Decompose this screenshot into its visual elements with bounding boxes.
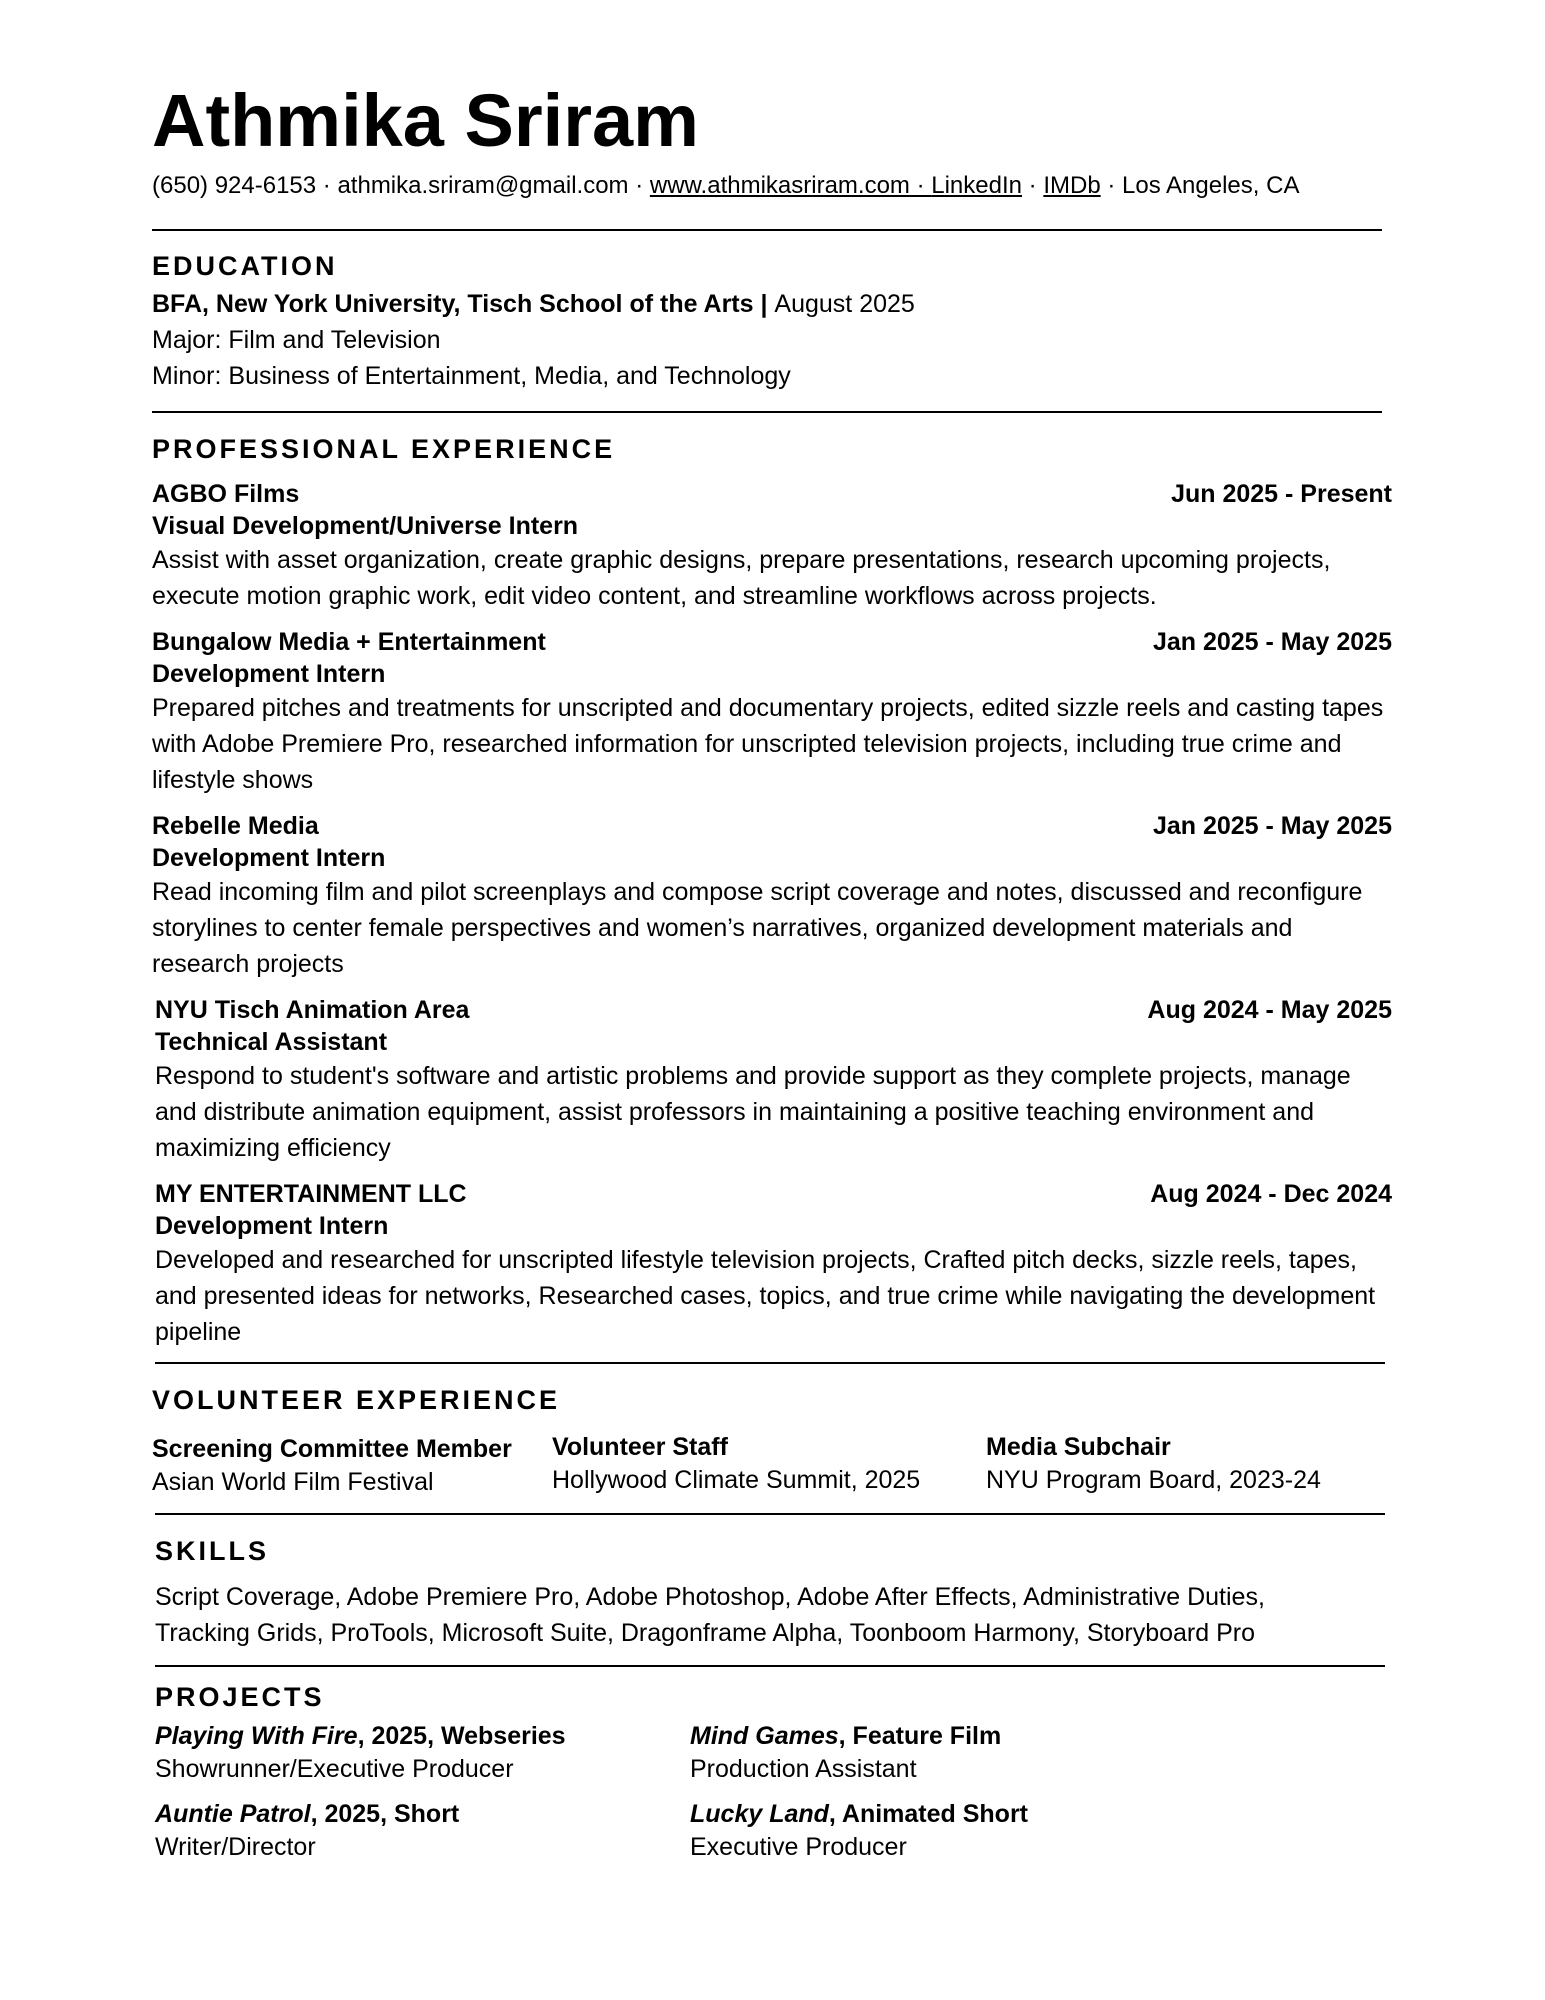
major: Major: Film and Television [152, 326, 441, 355]
job-entry [152, 1178, 1392, 1350]
project-title: Mind Games [690, 1721, 839, 1750]
divider [155, 1513, 1385, 1515]
linkedin-link[interactable]: LinkedIn [931, 172, 1022, 199]
volunteer-role: Volunteer Staff [552, 1432, 728, 1461]
volunteer-item [986, 1431, 1321, 1499]
section-title-projects: PROJECTS [155, 1682, 325, 1713]
minor: Minor: Business of Entertainment, Media, and Technology [152, 362, 791, 391]
project-item [690, 1720, 1250, 1786]
job-header [152, 810, 1392, 842]
job-role: Development Intern [155, 1211, 389, 1240]
job-company: AGBO Films [152, 479, 300, 508]
job-description: Developed and researched for unscripted lifestyle television projects, Crafted pitch decks, sizzle reels, tapes, and presented ideas for networks, Researched cases, topics, and true crime while navigating the development pipeline [155, 1245, 1376, 1346]
volunteer-org: NYU Program Board, 2023-24 [986, 1465, 1321, 1494]
projects-grid [155, 1720, 1392, 1864]
volunteer-role: Media Subchair [986, 1432, 1171, 1461]
separator-link[interactable]: · [909, 172, 932, 199]
job-role: Development Intern [152, 659, 386, 688]
volunteer-item [552, 1431, 986, 1499]
project-title: Auntie Patrol [155, 1799, 311, 1828]
projects-section [152, 1681, 1392, 1863]
project-title: Playing With Fire [155, 1721, 358, 1750]
section-title-skills: SKILLS [155, 1535, 270, 1566]
job-dates: Jun 2025 - Present [1171, 479, 1392, 508]
project-role: Writer/Director [155, 1832, 316, 1861]
divider [155, 1362, 1385, 1364]
project-detail: , 2025, Webseries [357, 1721, 566, 1750]
separator: · [628, 172, 650, 199]
job-dates: Aug 2024 - Dec 2024 [1150, 1179, 1392, 1208]
resume-page [152, 80, 1392, 1864]
section-title-volunteer: VOLUNTEER EXPERIENCE [152, 1384, 561, 1415]
contact-line [152, 172, 1392, 201]
education-section [152, 250, 1392, 394]
job-header [155, 1178, 1392, 1210]
website-link[interactable]: www.athmikasriram.com [649, 172, 910, 199]
job-entry [152, 626, 1392, 798]
graduation-date: August 2025 [774, 290, 915, 319]
job-entry [152, 478, 1392, 614]
project-detail: , Feature Film [838, 1721, 1002, 1750]
job-description: Respond to student's software and artistic problems and provide support as they complete projects, manage and distribute animation equipment, assist professors in maintaining a positive teaching environment and maximizing efficiency [155, 1061, 1351, 1162]
job-company: NYU Tisch Animation Area [155, 995, 470, 1024]
project-role: Showrunner/Executive Producer [155, 1754, 514, 1783]
section-title-education: EDUCATION [152, 250, 338, 281]
job-description: Assist with asset organization, create graphic designs, prepare presentations, research upcoming projects, execute motion graphic work, edit video content, and streamline workflows across projects. [152, 545, 1331, 610]
separator: · [1022, 172, 1044, 199]
job-company: Rebelle Media [152, 811, 319, 840]
skills-line: Tracking Grids, ProTools, Microsoft Suite, Dragonframe Alpha, Toonboom Harmony, Storyboard Pro [155, 1619, 1256, 1648]
project-detail: , Animated Short [828, 1799, 1029, 1828]
job-dates: Jan 2025 - May 2025 [1152, 811, 1392, 840]
divider [152, 411, 1382, 413]
degree-divider: | [753, 290, 775, 319]
project-item [155, 1798, 690, 1864]
phone-number: (650) 924-6153 [152, 172, 317, 199]
section-title-experience: PROFESSIONAL EXPERIENCE [152, 434, 616, 465]
project-title: Lucky Land [690, 1799, 829, 1828]
volunteer-role: Screening Committee Member [152, 1434, 512, 1463]
email-address: athmika.sriram@gmail.com [337, 172, 629, 199]
job-header [152, 478, 1392, 510]
volunteer-org: Asian World Film Festival [152, 1467, 434, 1496]
separator: · [316, 172, 338, 199]
imdb-link[interactable]: IMDb [1043, 172, 1101, 199]
resume-name: Athmika Sriram [152, 79, 699, 162]
divider [152, 229, 1382, 231]
project-item [690, 1798, 1250, 1864]
skills-section [152, 1535, 1392, 1651]
degree-line [152, 286, 1392, 322]
volunteer-item [152, 1433, 552, 1499]
experience-section [152, 433, 1392, 1349]
separator: · [1100, 172, 1122, 199]
job-dates: Jan 2025 - May 2025 [1152, 627, 1392, 656]
volunteer-section [152, 1384, 1392, 1499]
volunteer-org: Hollywood Climate Summit, 2025 [552, 1465, 921, 1494]
job-entry [152, 994, 1392, 1166]
job-header [155, 994, 1392, 1026]
job-company: MY ENTERTAINMENT LLC [155, 1179, 467, 1208]
volunteer-grid [152, 1433, 1392, 1499]
job-entry [152, 810, 1392, 982]
project-role: Production Assistant [690, 1754, 917, 1783]
project-detail: , 2025, Short [310, 1799, 460, 1828]
project-role: Executive Producer [690, 1832, 907, 1861]
skills-line: Script Coverage, Adobe Premiere Pro, Adobe Photoshop, Adobe After Effects, Administrative Duties, [155, 1583, 1265, 1612]
job-role: Visual Development/Universe Intern [152, 511, 579, 540]
divider [155, 1665, 1385, 1667]
project-item [155, 1720, 690, 1786]
job-role: Technical Assistant [155, 1027, 388, 1056]
job-dates: Aug 2024 - May 2025 [1147, 995, 1392, 1024]
job-role: Development Intern [152, 843, 386, 872]
degree: BFA, New York University, Tisch School of the Arts [152, 290, 754, 319]
job-header [152, 626, 1392, 658]
job-description: Read incoming film and pilot screenplays and compose script coverage and notes, discussed and reconfigure storylines to center female perspectives and women’s narratives, organized development materials and research projects [152, 877, 1363, 978]
location: Los Angeles, CA [1122, 172, 1300, 199]
job-company: Bungalow Media + Entertainment [152, 627, 546, 656]
job-description: Prepared pitches and treatments for unscripted and documentary projects, edited sizzle reels and casting tapes with Adobe Premiere Pro, researched information for unscripted television projects, including true crime and lifestyle shows [152, 693, 1384, 794]
